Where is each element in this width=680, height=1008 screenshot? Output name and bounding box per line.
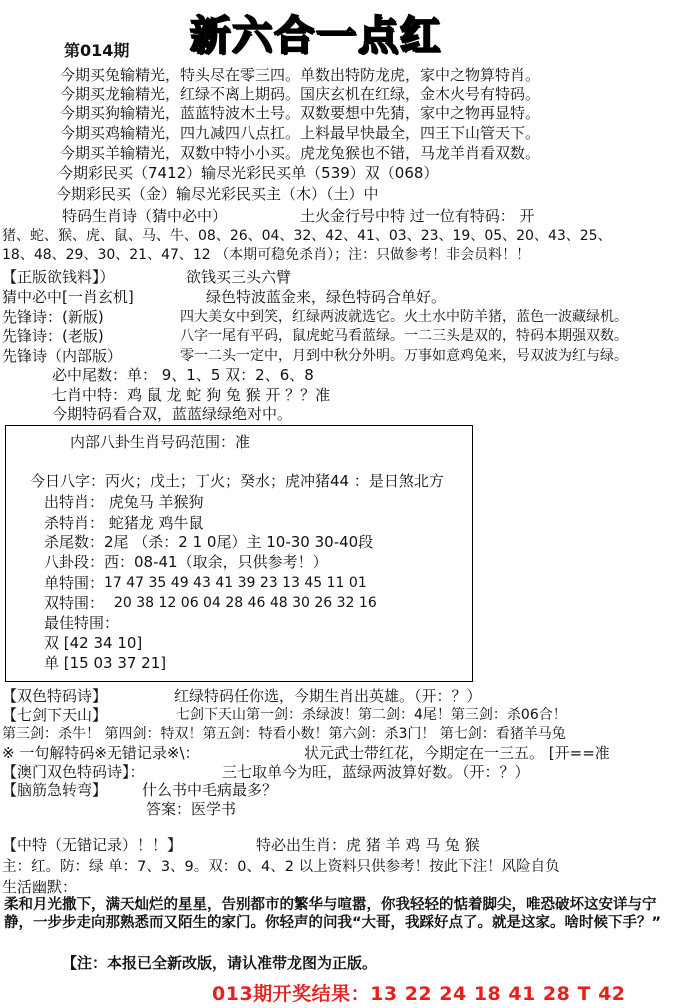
riddle-question: 什么书中毛病最多？: [142, 781, 278, 799]
double-color-label: 【双色特码诗】: [2, 687, 108, 705]
kill-zodiacs: 杀特肖： 蛇猪龙 鸡牛鼠: [44, 514, 204, 532]
double-range-numbers: 20 38 12 06 04 28 46 48 30 26 32 16: [114, 595, 377, 611]
zhengban-label: 【正版欲钱料】）: [2, 268, 115, 286]
poem-line: 今期买兔输精光，特头尽在零三四。单数出特防龙虎，家中之物算特肖。: [60, 66, 541, 84]
numbers-list: 18、48、29、30、21、47、12 （本期可稳免杀肖）；注：只做参考！非会员料！！: [2, 247, 531, 263]
lottery-line-1: 今期彩民买（7412）输尽光彩民买单（539）双（068）: [58, 164, 439, 182]
bagua-section: 八卦段：西：08-41（取余，只供参考！）: [44, 553, 328, 571]
guess-text: 绿色特波蓝金来，绿色特码合单好。: [206, 288, 447, 306]
best-double: 双 [42 34 10]: [44, 634, 143, 652]
one-sentence-label: ※ 一句解特码※无错记录※\：: [2, 744, 200, 762]
main-pick: 主：红。防：绿 单：7、3、9。双：0、4、2 以上资料只供参考！按此下注！风险自负: [2, 859, 560, 875]
pioneer-old-text: 八字一尾有平码，鼠虎蛇马看蓝绿。一二三头是双的，特码本期强双数。: [180, 328, 628, 344]
pioneer-new-text: 四大美女中到笑，红绿两波就选它。火土水中防羊猪，蓝色一波藏绿机。: [180, 309, 628, 325]
riddle-answer: 答案：医学书: [146, 800, 237, 818]
special-poem-text: 土火金行号中特 过一位有特码： 开: [300, 207, 535, 225]
double-range-label: 双特围：: [44, 594, 105, 612]
one-sentence-text: 状元武士带红花，今期定在一三五。 [开==准: [304, 744, 610, 762]
best-single: 单 [15 03 37 21]: [44, 654, 167, 672]
seven-swords-label: 【七剑下天山】: [2, 706, 108, 724]
tail-numbers: 必中尾数：单： 9、1、5 双：2、6、8: [52, 366, 314, 384]
poem-line: 今期买鸡输精光，四九减四八点扛。上料最早快最全，四王下山管天下。: [60, 124, 541, 142]
issue-number: 第014期: [64, 41, 130, 60]
out-zodiacs: 出特肖： 虎兔马 羊猴狗: [44, 493, 204, 511]
pioneer-new-label: 先锋诗：(新版): [2, 308, 104, 326]
poem-line: 今期买狗输精光，蓝蓝特波木土号。双数要想中先猜，家中之物再显特。: [60, 104, 541, 122]
poem-line: 今期买羊输精光，双数中特小小买。虎龙兔猴也不错，马龙羊肖看双数。: [60, 144, 541, 162]
guess-label: 猜中必中[一肖玄机]: [2, 288, 134, 306]
zhongte-text: 特必出生肖：虎 猪 羊 鸡 马 兔 猴: [256, 836, 480, 854]
pioneer-internal-text: 零一二头一定中，月到中秋分外明。万事如意鸡兔来，号双波为红与绿。: [180, 348, 628, 364]
pioneer-internal-label: 先锋诗（内部版）: [2, 347, 123, 365]
draw-result: 013期开奖结果：13 22 24 18 41 28 T 42: [212, 983, 626, 1005]
riddle-label: 【脑筋急转弯】: [2, 781, 108, 799]
pioneer-old-label: 先锋诗：(老版): [2, 327, 104, 345]
notice: 【注：本报已全新改版，请认准带龙图为正版。: [62, 954, 378, 972]
kill-tails: 杀尾数：2尾 （杀：2 1 0尾）主 10-30 30-40段: [44, 533, 374, 551]
animals-list: 猪、蛇、猴、虎、鼠、马、牛、08、26、04、32、42、41、03、23、19、05、20、43、25、: [2, 228, 612, 244]
lottery-line-2: 今期彩民买（金）输尽光彩民买主（木）（土）中: [56, 185, 379, 203]
humor-text: 柔和月光撒下，满天灿烂的星星，告别都市的繁华与喧嚣，你我轻轻的惦着脚尖，唯恐破坏这安详与宁静，一步步走向那熟悉而又陌生的家门。你轻声的问我“大哥，我踩好点了。就是这家。啥时候下手？”: [4, 897, 662, 931]
newspaper-title: 新六合一点红: [190, 13, 442, 59]
single-range-label: 单特围：: [44, 574, 105, 592]
zhengban-text: 欲钱买三头六臂: [186, 268, 292, 286]
box-title: 内部八卦生肖号码范围：准: [70, 433, 251, 451]
double-color-text: 红绿特码任你选，今期生肖出英雄。（开：？）: [174, 687, 482, 705]
today-hint: 今期特码看合双，蓝蓝绿绿绝对中。: [52, 405, 293, 423]
seven-zodiacs: 七肖中特：鸡 鼠 龙 蛇 狗 兔 猴 开 ？？准: [52, 386, 331, 404]
seven-swords-line2: 第三剑：杀牛！ 第四剑：特双！第五剑：特看小数！第六剑：杀3门！ 第七剑：看猪羊马兔: [2, 726, 566, 742]
single-range-numbers: 17 47 35 49 43 41 39 23 13 45 11 01: [104, 575, 367, 591]
poem-line: 今期买龙输精光，红绿不离上期码。国庆玄机在红绿，金木火号有特码。: [60, 85, 541, 103]
special-poem-label: 特码生肖诗（猜中必中）: [62, 207, 228, 225]
humor-title: 生活幽默：: [2, 878, 78, 896]
zhongte-label: 【中特（无错记录）！！】: [2, 836, 183, 854]
bazi-line: 今日八字：丙火；戊土；丁火；癸水；虎冲猪44 ：是日煞北方: [30, 472, 444, 490]
best-range-label: 最佳特围：: [44, 614, 120, 632]
seven-swords-text: 七剑下天山第一剑：杀绿波！第二剑：4尾！第三剑：杀06合！: [176, 707, 567, 723]
macau-label: 【澳门双色特码诗】：: [2, 763, 145, 781]
macau-text: 三七取单今为旺，蓝绿两波算好数。（开：？）: [222, 763, 530, 781]
